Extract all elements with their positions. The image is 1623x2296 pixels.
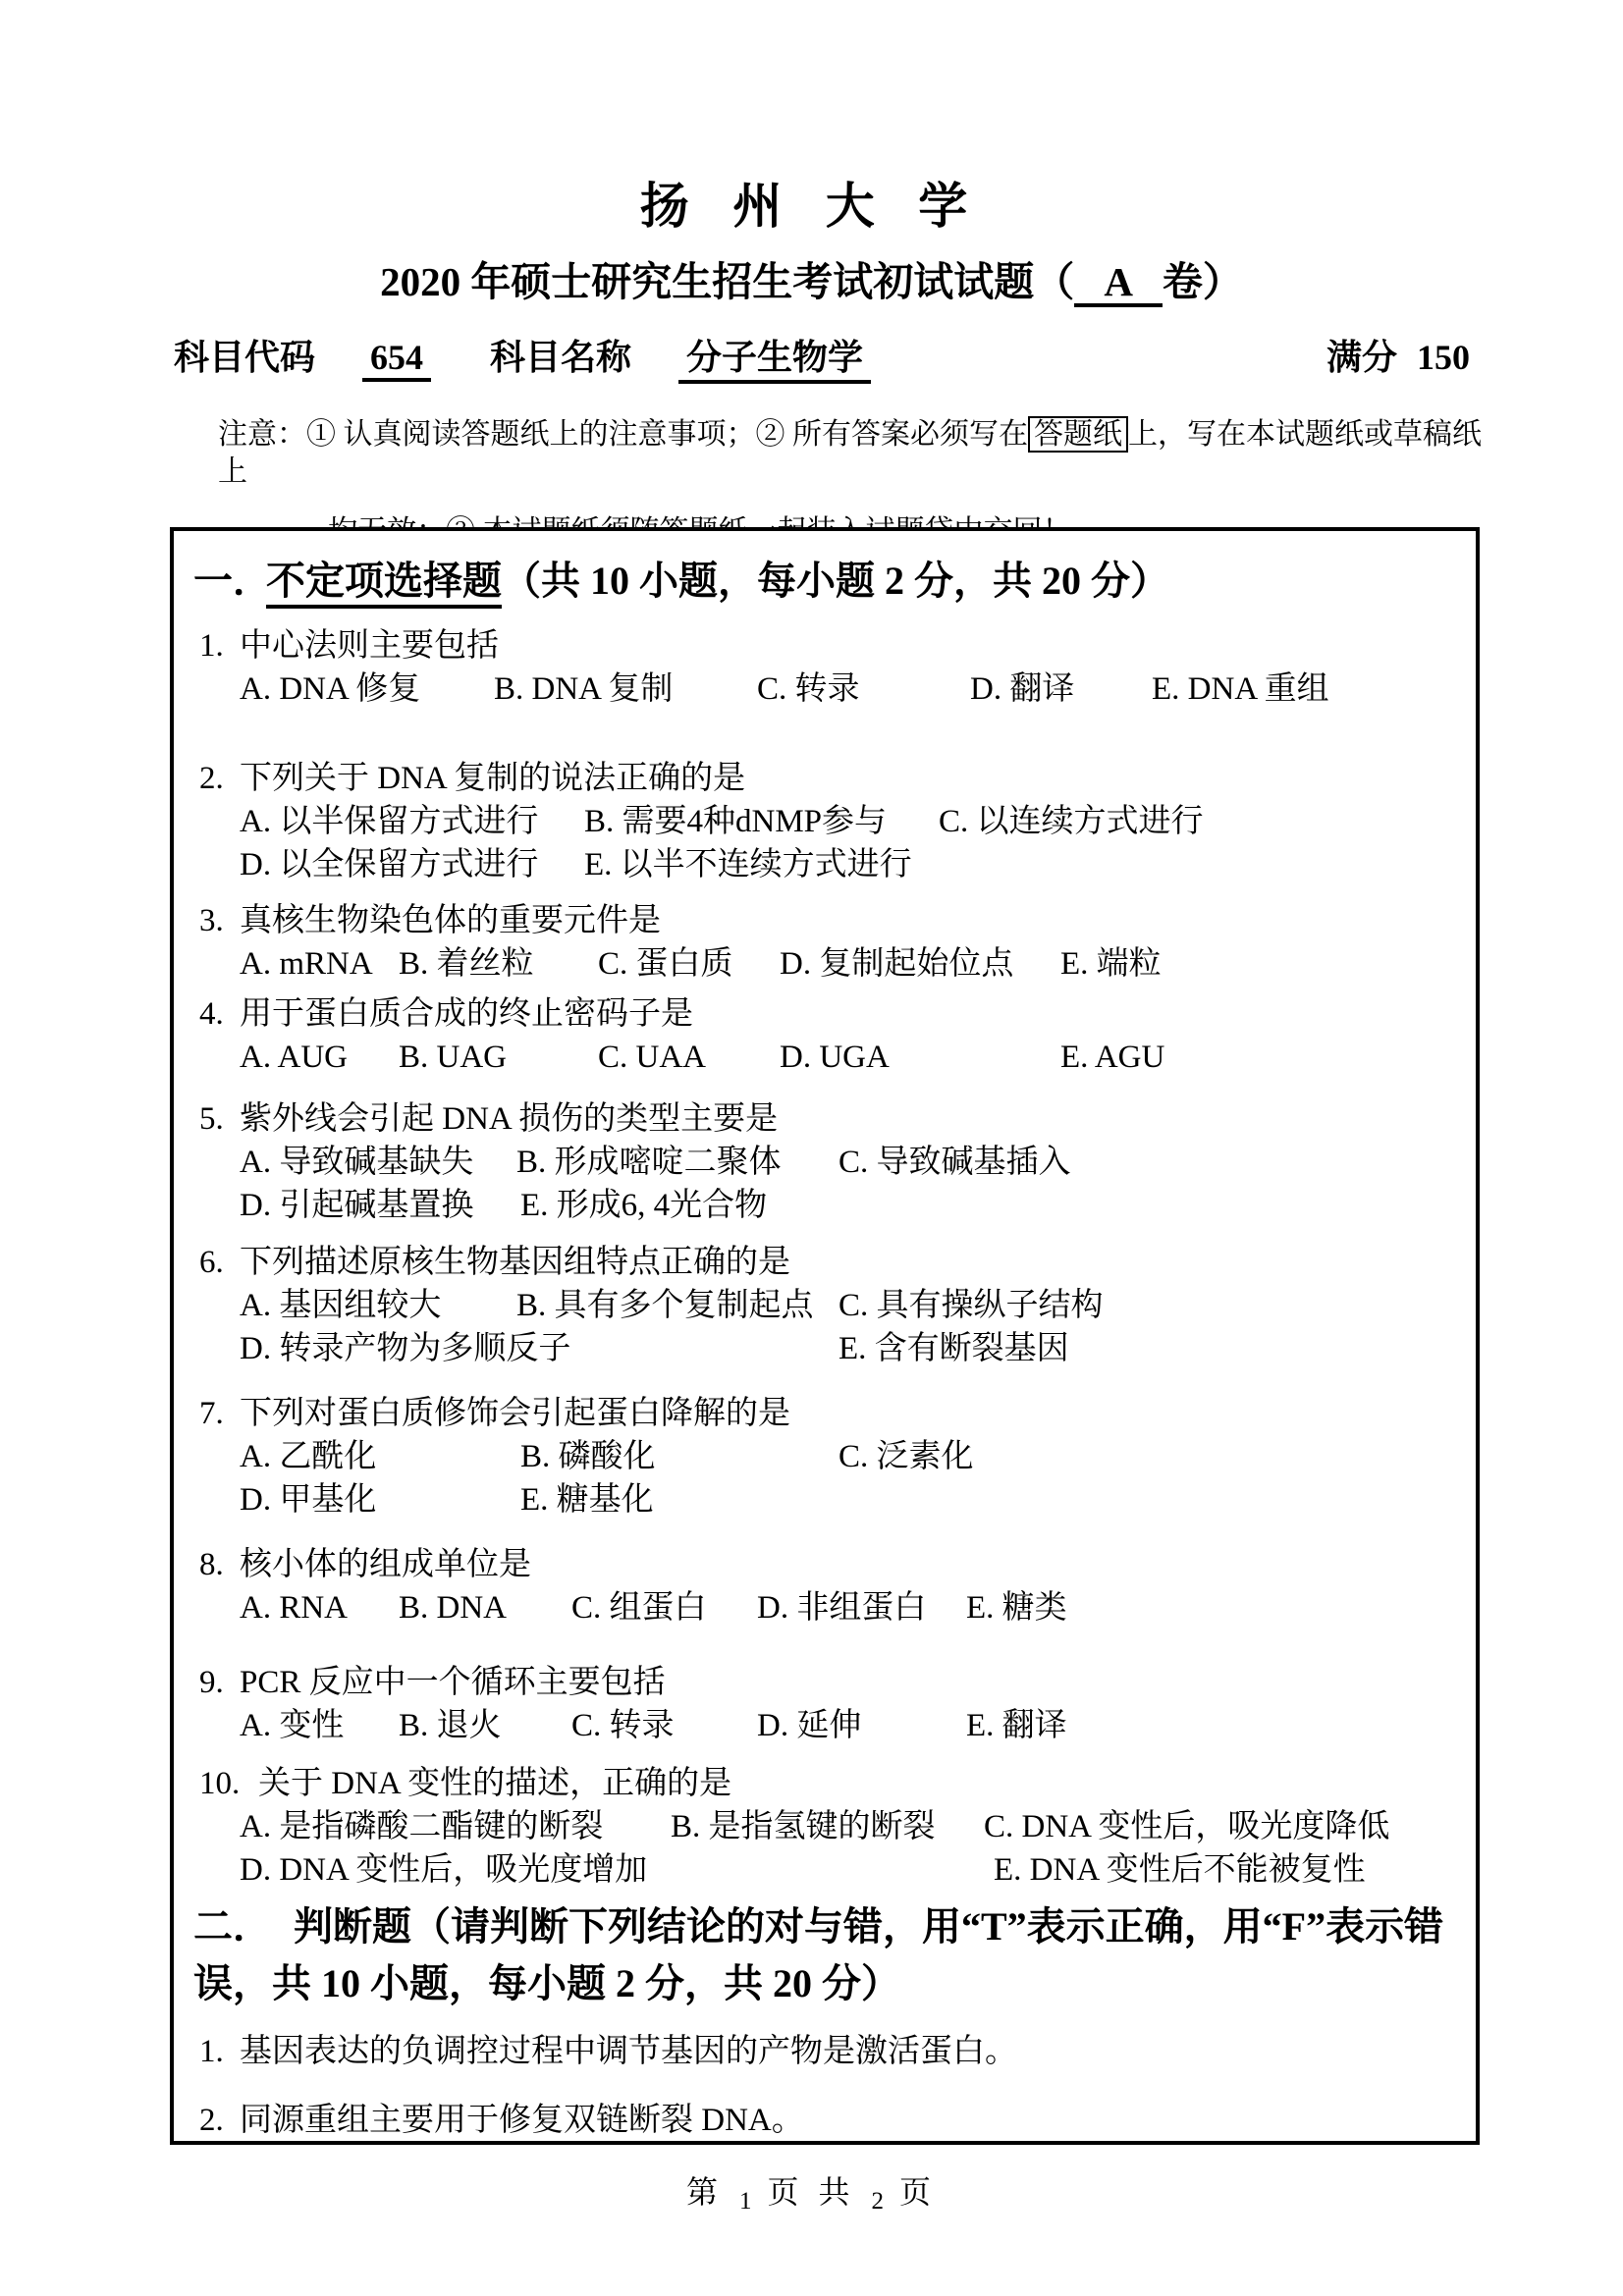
option-label: D. 以全保留方式进行 bbox=[240, 847, 539, 882]
option-label: D. 转录产物为多顺反子 bbox=[240, 1331, 571, 1366]
question-3-options bbox=[199, 942, 1162, 986]
option-label: D. 延伸 bbox=[757, 1708, 862, 1743]
section1-heading bbox=[193, 553, 1169, 610]
university-title: 扬 州 大 学 bbox=[639, 179, 984, 234]
option-label: A. 是指磷酸二酯键的断裂 bbox=[240, 1809, 604, 1844]
page-footer bbox=[0, 2167, 1623, 2216]
option-label: C. 转录 bbox=[757, 671, 860, 707]
question-text: 下列描述原核生物基因组特点正确的是 bbox=[240, 1245, 790, 1280]
subject-code: 654 bbox=[362, 337, 431, 382]
option-label: D. 复制起始位点 bbox=[780, 946, 1014, 982]
question-number: 3. bbox=[199, 903, 224, 938]
footer-label-di: 第 bbox=[685, 2174, 724, 2210]
question-10 bbox=[199, 1762, 1389, 1892]
subject-code-label: 科目代码 bbox=[174, 338, 316, 377]
option-label: A. 变性 bbox=[240, 1708, 345, 1743]
question-3-line bbox=[199, 899, 1162, 942]
total-pages: 2 bbox=[871, 2188, 885, 2215]
question-text: 真核生物染色体的重要元件是 bbox=[240, 903, 661, 938]
question-text: 同源重组主要用于修复双链断裂 DNA。 bbox=[240, 2103, 804, 2138]
notice-boxed-word: 答题纸 bbox=[1028, 416, 1128, 453]
option-label: B. 具有多个复制起点 bbox=[516, 1288, 814, 1323]
option-label: A. RNA bbox=[240, 1590, 349, 1626]
option-label: E. 糖基化 bbox=[520, 1482, 654, 1518]
subject-info-line bbox=[174, 330, 1470, 384]
exam-title-suffix: 卷） bbox=[1162, 259, 1243, 304]
question-2-options-row2 bbox=[199, 843, 1204, 886]
exam-title bbox=[0, 249, 1623, 307]
footer-label-ye2: 页 bbox=[899, 2174, 938, 2210]
option-label: B. DNA bbox=[399, 1590, 508, 1626]
question-number: 2. bbox=[199, 2103, 224, 2138]
option-label: E. AGU bbox=[1060, 1040, 1165, 1075]
question-number: 1. bbox=[199, 2034, 224, 2069]
question-10-options-row2 bbox=[199, 1848, 1389, 1892]
question-6-options-row2 bbox=[199, 1327, 1104, 1370]
tf-question-1 bbox=[199, 2030, 1017, 2073]
question-number: 1. bbox=[199, 628, 224, 664]
section2-title-line1: 判断题（请判断下列结论的对与错，用“T”表示正确，用“F”表示错 bbox=[294, 1904, 1444, 1949]
notice-label: 注意： bbox=[218, 418, 306, 451]
option-label: B. UAG bbox=[399, 1040, 508, 1075]
option-label: A. 基因组较大 bbox=[240, 1288, 442, 1323]
section2-heading-line1 bbox=[193, 1898, 1465, 1955]
option-label: C. 具有操纵子结构 bbox=[839, 1288, 1104, 1323]
question-6 bbox=[199, 1241, 1104, 1370]
option-label: C. 导致碱基插入 bbox=[839, 1145, 1071, 1180]
question-number: 4. bbox=[199, 996, 224, 1032]
option-label: C. UAA bbox=[598, 1040, 707, 1075]
section1-title-underlined: 不定项选择题 bbox=[266, 559, 502, 609]
notice-line1-part2: 上，写在本试题纸或草稿纸上 bbox=[218, 418, 1482, 488]
question-5-line bbox=[199, 1097, 1071, 1141]
option-label: D. UGA bbox=[780, 1040, 890, 1075]
question-2 bbox=[199, 757, 1204, 886]
option-label: C. 蛋白质 bbox=[598, 946, 733, 982]
option-label: D. DNA 变性后，吸光度增加 bbox=[240, 1852, 648, 1888]
option-label: D. 翻译 bbox=[970, 671, 1075, 707]
option-label: A. 导致碱基缺失 bbox=[240, 1145, 474, 1180]
question-8-options bbox=[199, 1586, 1067, 1629]
option-label: A. 以半保留方式进行 bbox=[240, 804, 539, 839]
option-label: D. 引起碱基置换 bbox=[240, 1188, 474, 1223]
section2-heading bbox=[193, 1898, 1465, 2012]
question-text: 关于 DNA 变性的描述，正确的是 bbox=[258, 1766, 732, 1801]
option-label: D. 非组蛋白 bbox=[757, 1590, 927, 1626]
notice-line1 bbox=[218, 416, 1494, 490]
question-9-line bbox=[199, 1661, 1067, 1704]
question-8 bbox=[199, 1543, 1067, 1629]
footer-label-ye: 页 bbox=[767, 2174, 805, 2210]
option-label: E. 翻译 bbox=[966, 1708, 1067, 1743]
option-label: C. DNA 变性后，吸光度降低 bbox=[984, 1809, 1390, 1844]
question-text: 核小体的组成单位是 bbox=[240, 1547, 531, 1582]
option-label: B. 退火 bbox=[399, 1708, 502, 1743]
full-score-value: 150 bbox=[1417, 338, 1470, 377]
question-text: 紫外线会引起 DNA 损伤的类型主要是 bbox=[240, 1101, 779, 1137]
question-2-line bbox=[199, 757, 1204, 800]
question-5-options-row1 bbox=[199, 1141, 1071, 1184]
question-number: 2. bbox=[199, 761, 224, 796]
question-8-line bbox=[199, 1543, 1067, 1586]
option-label: E. 含有断裂基因 bbox=[839, 1331, 1069, 1366]
option-label: C. 以连续方式进行 bbox=[939, 804, 1204, 839]
option-label: E. DNA 变性后不能被复性 bbox=[994, 1852, 1366, 1888]
exam-title-prefix: 2020 年硕士研究生招生考试初试试题（ bbox=[380, 259, 1075, 304]
question-9 bbox=[199, 1661, 1067, 1747]
option-label: D. 甲基化 bbox=[240, 1482, 377, 1518]
question-1 bbox=[199, 624, 1329, 711]
question-paper-box bbox=[170, 527, 1480, 2145]
question-9-options bbox=[199, 1704, 1067, 1747]
section2-heading-line2: 误，共 10 小题，每小题 2 分，共 20 分） bbox=[193, 1961, 900, 2005]
question-7-options-row1 bbox=[199, 1435, 974, 1478]
question-number: 6. bbox=[199, 1245, 224, 1280]
option-label: E. 以半不连续方式进行 bbox=[584, 847, 912, 882]
option-label: E. 形成6, 4光合物 bbox=[520, 1188, 768, 1223]
question-text: 中心法则主要包括 bbox=[240, 628, 499, 664]
subject-name-label: 科目名称 bbox=[490, 338, 632, 377]
footer-label-gong: 共 bbox=[818, 2174, 856, 2210]
notice-line1-part1: ① 认真阅读答题纸上的注意事项；② 所有答案必须写在 bbox=[306, 418, 1028, 451]
question-text: 基因表达的负调控过程中调节基因的产物是激活蛋白。 bbox=[240, 2034, 1017, 2069]
question-10-options-row1 bbox=[199, 1805, 1389, 1848]
question-1-options bbox=[199, 667, 1329, 711]
option-label: E. DNA 重组 bbox=[1152, 671, 1329, 707]
option-label: C. 泛素化 bbox=[839, 1439, 974, 1474]
question-6-options-row1 bbox=[199, 1284, 1104, 1327]
question-7 bbox=[199, 1392, 974, 1522]
option-label: B. 是指氢键的断裂 bbox=[671, 1809, 936, 1844]
section1-number: 一． bbox=[193, 559, 272, 603]
question-5-options-row2 bbox=[199, 1184, 1071, 1227]
option-label: C. 组蛋白 bbox=[571, 1590, 707, 1626]
question-5 bbox=[199, 1097, 1071, 1227]
option-label: A. AUG bbox=[240, 1040, 349, 1075]
option-label: B. 磷酸化 bbox=[520, 1439, 656, 1474]
question-4-line bbox=[199, 992, 1164, 1036]
option-label: B. 形成嘧啶二聚体 bbox=[516, 1145, 782, 1180]
option-label: E. 端粒 bbox=[1060, 946, 1162, 982]
option-label: A. 乙酰化 bbox=[240, 1439, 377, 1474]
subject-name: 分子生物学 bbox=[678, 330, 871, 384]
page-number: 1 bbox=[738, 2188, 752, 2215]
question-7-line bbox=[199, 1392, 974, 1435]
option-label: C. 转录 bbox=[571, 1708, 675, 1743]
question-text: 下列关于 DNA 复制的说法正确的是 bbox=[240, 761, 746, 796]
option-label: B. 需要4种dNMP参与 bbox=[584, 804, 888, 839]
question-number: 7. bbox=[199, 1396, 224, 1431]
question-4 bbox=[199, 992, 1164, 1079]
question-6-line bbox=[199, 1241, 1104, 1284]
section1-title-rest: （共 10 小题，每小题 2 分，共 20 分） bbox=[502, 559, 1169, 603]
question-7-options-row2 bbox=[199, 1478, 974, 1522]
question-text: 用于蛋白质合成的终止密码子是 bbox=[240, 996, 693, 1032]
question-number: 8. bbox=[199, 1547, 224, 1582]
question-4-options bbox=[199, 1036, 1164, 1079]
question-number: 10. bbox=[199, 1766, 241, 1801]
option-label: A. mRNA bbox=[240, 946, 373, 982]
full-score-label: 满分 bbox=[1325, 338, 1397, 377]
question-number: 5. bbox=[199, 1101, 224, 1137]
option-label: B. 着丝粒 bbox=[399, 946, 534, 982]
tf-question-2 bbox=[199, 2099, 804, 2142]
question-number: 9. bbox=[199, 1665, 224, 1700]
question-text: 下列对蛋白质修饰会引起蛋白降解的是 bbox=[240, 1396, 790, 1431]
question-1-line bbox=[199, 624, 1329, 667]
option-label: A. DNA 修复 bbox=[240, 671, 421, 707]
section2-number: 二． bbox=[193, 1904, 272, 1949]
question-10-line bbox=[199, 1762, 1389, 1805]
question-3 bbox=[199, 899, 1162, 986]
question-text: PCR 反应中一个循环主要包括 bbox=[240, 1665, 666, 1700]
option-label: E. 糖类 bbox=[966, 1590, 1067, 1626]
question-2-options-row1 bbox=[199, 800, 1204, 843]
paper-letter: A bbox=[1074, 261, 1163, 307]
option-label: B. DNA 复制 bbox=[494, 671, 674, 707]
